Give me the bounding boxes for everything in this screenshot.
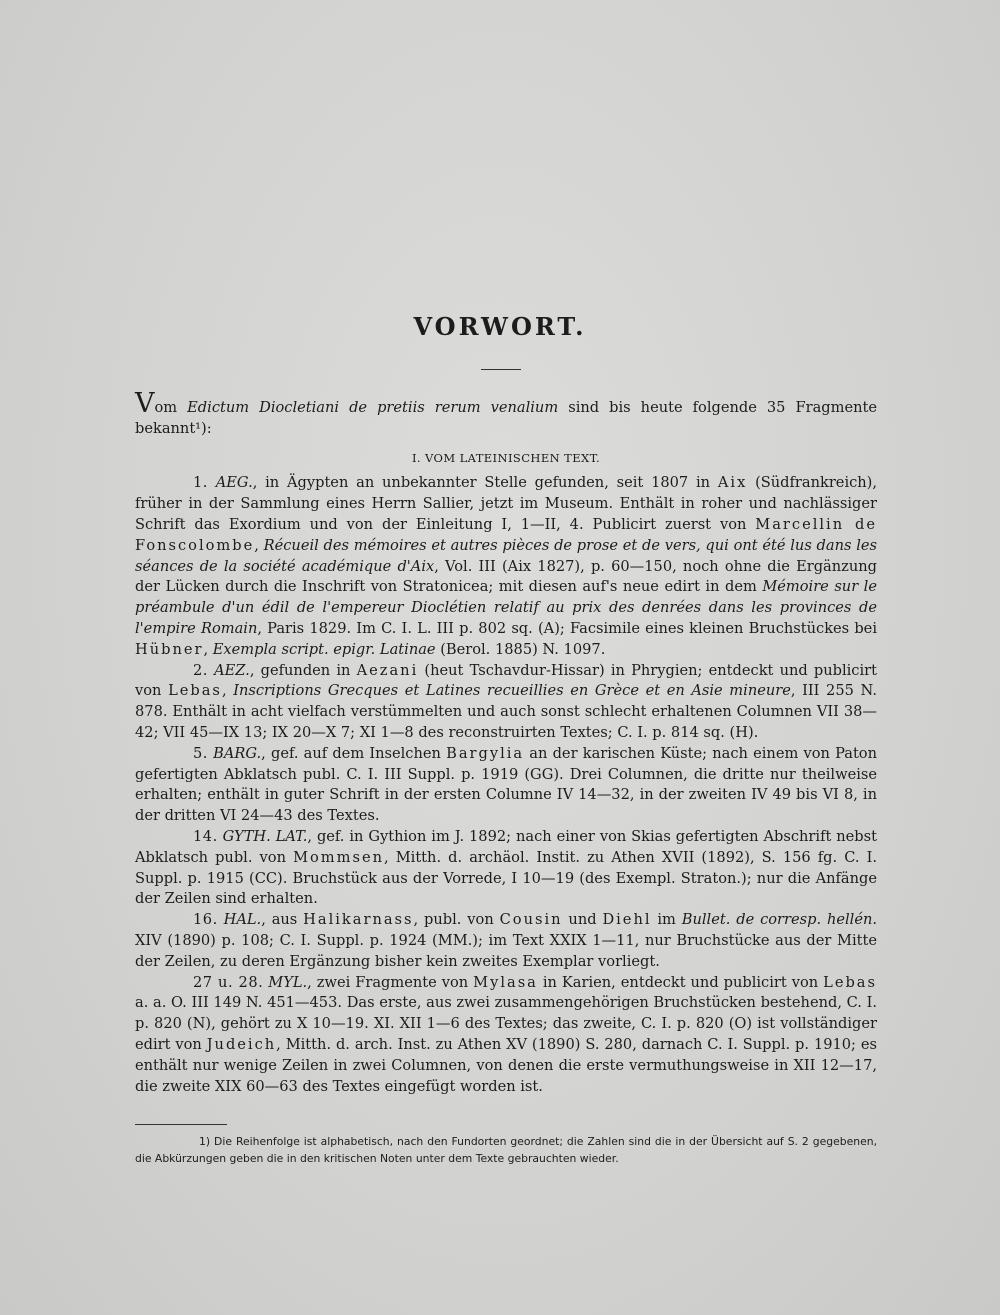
- spaced-name: Lebas: [823, 973, 877, 991]
- spaced-name: Bargylia: [446, 744, 525, 762]
- entry-number: 14.: [193, 827, 218, 845]
- entry-text: , Paris 1829. Im C. I. L. III p. 802 sq. (A); Facsimile eines kleinen Bruchstückes bei: [257, 619, 877, 637]
- entry-text: in Karien, entdeckt und publicirt von: [537, 973, 824, 991]
- entry-siglum: AEG.: [215, 474, 253, 492]
- entry-siglum: MYL.: [268, 973, 308, 991]
- entry-siglum: BARG.: [213, 744, 262, 762]
- spaced-name: Diehl: [602, 911, 652, 929]
- entry-text: (heut Tschavdur-Hissar) in Phrygien; entdeckt und publicirt von: [135, 661, 877, 700]
- entry-number: 5.: [193, 744, 208, 762]
- entry-text: und: [562, 911, 603, 929]
- entry-siglum: HAL.: [223, 911, 262, 929]
- intro-paragraph: [135, 388, 877, 440]
- fragment-entry-myl: [135, 973, 877, 1098]
- entry-text: , gef. in Gythion im J. 1892; nach einer von Skias gefertigten Abschrift nebst Abklatsch publ. von: [135, 827, 877, 866]
- spaced-name: Lebas: [168, 682, 222, 700]
- entry-italic: Inscriptions Grecques et Latines recueillies en Grèce et en Asie mineure: [233, 682, 791, 700]
- section-heading: I. VOM LATEINISCHEN TEXT.: [411, 450, 601, 465]
- fragment-entry-hal: [135, 910, 877, 972]
- entry-text: , III 255 N. 878. Enthält in acht vielfach verstümmelten und auch sonst schlecht erhaltenen Columnen VII 38—42; VII 45—IX 13; IX 20—X 7; XI 1—8 des reconstruirten Textes; C. I. p. 814 sq. (H).: [135, 682, 878, 741]
- title-rule: [481, 369, 521, 370]
- spaced-name: Hübner: [135, 640, 204, 658]
- entry-text: a. a. O. III 149 N. 451—453. Das erste, aus zwei zusammengehörigen Bruchstücken bestehend, C. I. p. 820 (N), gehört zu X 10—19. XI. XII 1—6 des Textes; das zweite, C. I. p. 820 (O) ist vollständiger edirt von: [135, 994, 877, 1053]
- spaced-name: Mylasa: [473, 973, 538, 991]
- entry-italic: Mémoire sur le préambule d'un édil de l'empereur Dioclétien relatif au prix des denrées dans les provinces de l'empire Romain: [135, 578, 877, 637]
- entry-number: 2.: [193, 661, 208, 679]
- spaced-name: Judeich: [206, 1035, 277, 1053]
- entry-number: 16.: [193, 911, 218, 929]
- entry-siglum: AEZ.: [214, 661, 250, 679]
- entry-text: , zwei Fragmente von: [307, 973, 474, 991]
- spaced-name: Cousin: [499, 911, 563, 929]
- spaced-name: Marcellin de Fonscolombe: [135, 515, 877, 554]
- entry-italic: Bullet. de corresp. hellén.: [681, 911, 878, 929]
- entry-siglum: GYTH. LAT.: [222, 827, 308, 845]
- entry-text: im: [651, 911, 682, 929]
- entry-text: , aus: [261, 911, 304, 929]
- entry-text: , publ. von: [413, 911, 500, 929]
- fragment-entry-aeg: [135, 473, 877, 660]
- entry-text: an der karischen Küste; nach einem von Paton gefertigten Abklatsch publ. C. I. III Suppl. p. 1919 (GG). Drei Columnen, die dritte nur theilweise erhalten; enthält in guter Schrift in der ersten Columne IV 14—32, in der zweiten IV 49 bis VI 8, in der dritten VI 24—43 des Textes.: [135, 744, 877, 825]
- intro-text: sind bis heute folgende 35 Fragmente bekannt¹):: [135, 399, 877, 437]
- entry-text: ,: [203, 640, 213, 658]
- fragment-entry-gyth: [135, 827, 877, 910]
- entry-italic: Exempla script. epigr. Latinae: [212, 640, 436, 658]
- entry-text: (Südfrankreich), früher in der Sammlung eines Herrn Sallier, jetzt im Museum. Enthält in roher und nachlässiger Schrift das Exordium und von der Einleitung I, 1—II, 4. Publicirt zuerst von: [135, 474, 878, 533]
- entry-number: 1.: [193, 474, 208, 492]
- spaced-name: Halikarnass: [303, 911, 414, 929]
- spaced-name: Aezani: [356, 661, 419, 679]
- page-title: VORWORT.: [413, 312, 587, 341]
- footnote: 1) Die Reihenfolge ist alphabetisch, nach den Fundorten geordnet; die Zahlen sind die in der Übersicht auf S. 2 gegebenen, die Abkürzungen geben die in den kritischen Noten unter dem Texte gebrauchten wieder.: [135, 1135, 877, 1165]
- entry-italic: Récueil des mémoires et autres pièces de prose et de vers, qui ont été lus dans les séances de la société académique d'Aix: [135, 536, 878, 575]
- fragment-entry-aez: [135, 661, 877, 744]
- spaced-name: Mommsen: [293, 848, 384, 866]
- intro-text: om: [154, 399, 188, 416]
- entry-text: , Vol. III (Aix 1827), p. 60—150, noch ohne die Ergänzung der Lücken durch die Inschrift von Stratonicea; mit diesen auf's neue edirt in dem: [135, 557, 877, 596]
- entry-text: , Mitth. d. archäol. Instit. zu Athen XVII (1892), S. 156 fg. C. I. Suppl. p. 1915 (CC). Bruchstück aus der Vorrede, I 10—19 (des Exempl. Straton.); nur die Anfänge der Zeilen sind erhalten.: [135, 848, 877, 908]
- entry-text: (Berol. 1885) N. 1097.: [435, 640, 606, 658]
- entry-text: ,: [254, 536, 264, 554]
- footnote-rule: [135, 1124, 227, 1125]
- entry-text: , Mitth. d. arch. Inst. zu Athen XV (1890) S. 280, darnach C. I. Suppl. p. 1910; es enthält nur wenige Zeilen in zwei Columnen, von denen die erste vermuthungsweise in XII 12—17, die zweite XIX 60—63 des Textes eingefügt worden ist.: [135, 1035, 877, 1095]
- entry-text: XIV (1890) p. 108; C. I. Suppl. p. 1924 (MM.); im Text XXIX 1—11, nur Bruchstücke aus der Mitte der Zeilen, zu deren Ergänzung bisher kein zweites Exemplar vorliegt.: [135, 931, 877, 970]
- entry-text: , gefunden in: [249, 661, 357, 679]
- entry-text: , gef. auf dem Inselchen: [261, 744, 447, 762]
- intro-italic: Edictum Diocletiani de pretiis rerum venalium: [187, 399, 559, 416]
- entry-text: ,: [221, 682, 234, 700]
- initial-letter: V: [135, 388, 155, 419]
- fragment-entry-barg: [135, 744, 877, 827]
- spaced-name: Aix: [717, 474, 748, 492]
- main-text: [135, 388, 878, 1097]
- entry-text: , in Ägypten an unbekannter Stelle gefunden, seit 1807 in: [252, 474, 718, 492]
- entry-number: 27 u. 28.: [193, 973, 264, 991]
